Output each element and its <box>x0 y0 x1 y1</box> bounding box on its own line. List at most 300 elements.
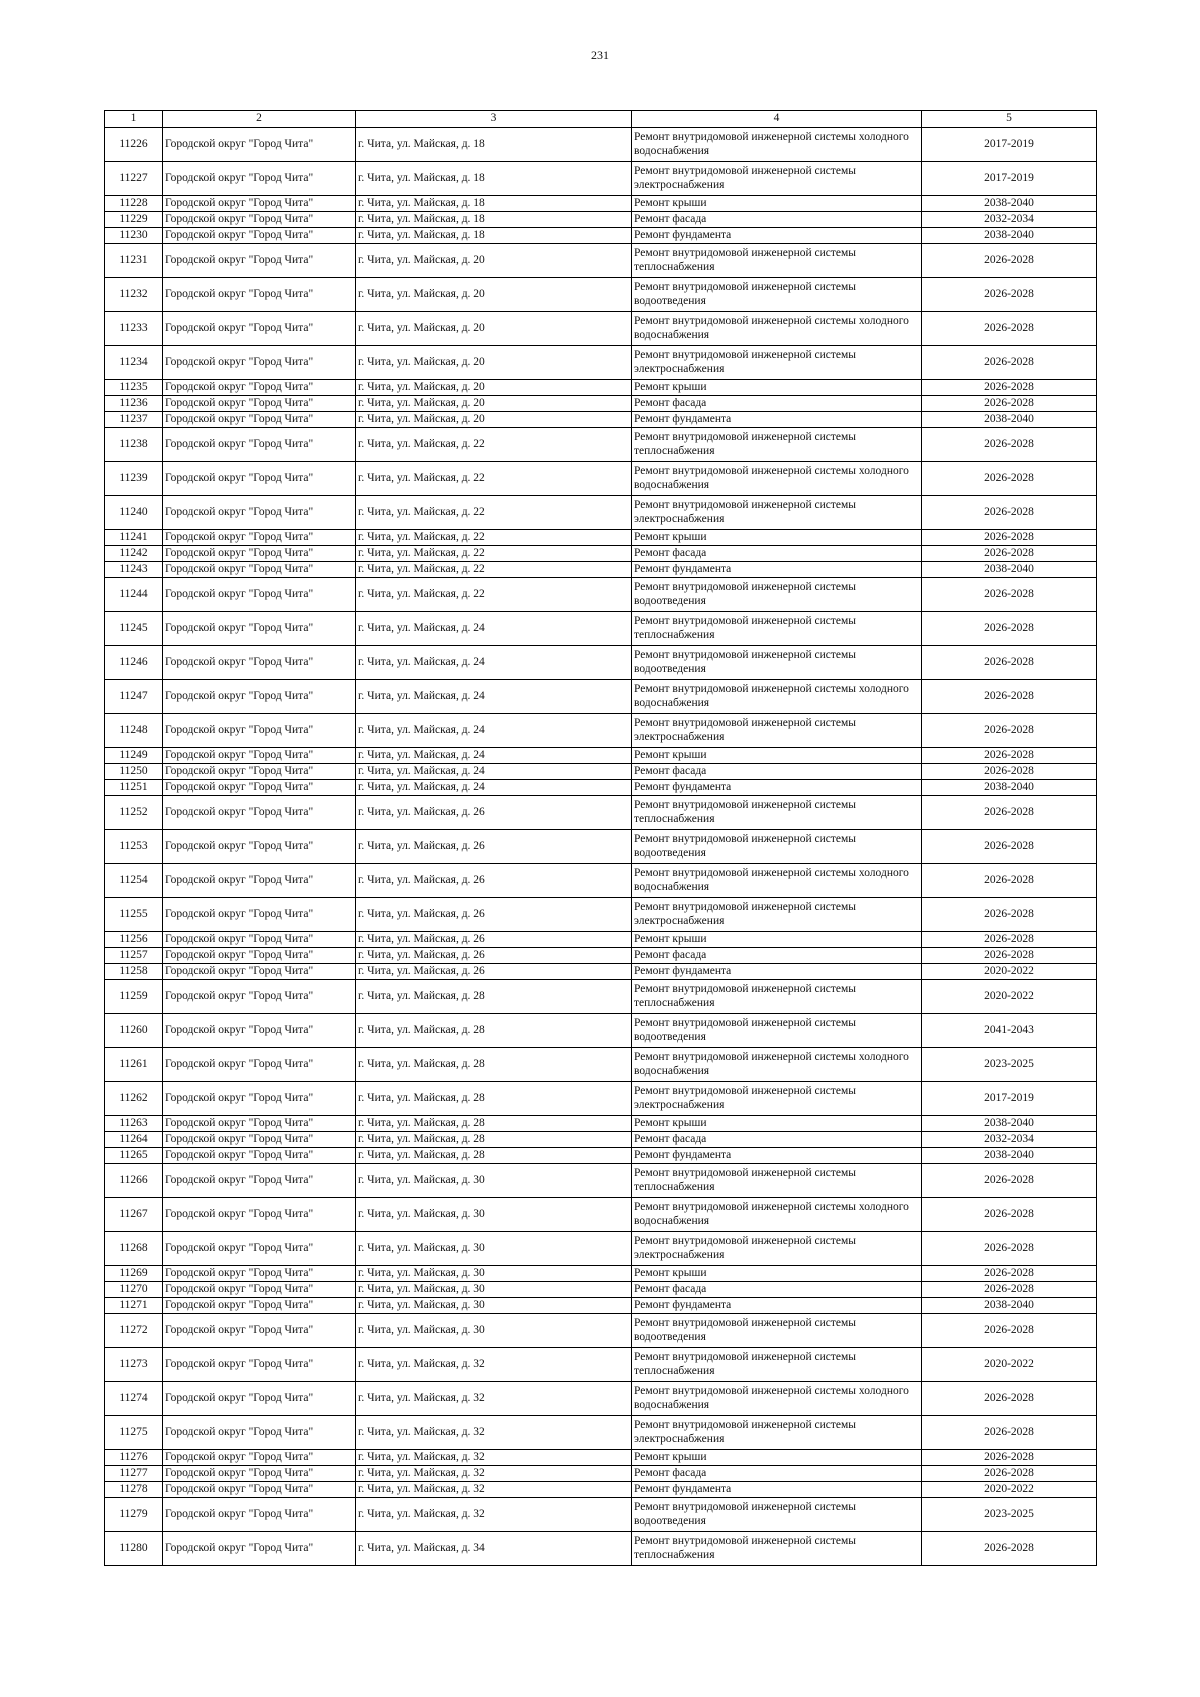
work-type-cell: Ремонт внутридомовой инженерной системы водоотведения <box>632 1314 922 1348</box>
row-number-cell: 11272 <box>105 1314 163 1348</box>
row-number-cell: 11228 <box>105 196 163 212</box>
municipality-cell: Городской округ "Город Чита" <box>163 980 356 1014</box>
municipality-cell: Городской округ "Город Чита" <box>163 1416 356 1450</box>
address-cell: г. Чита, ул. Майская, д. 30 <box>356 1282 632 1298</box>
row-number-cell: 11247 <box>105 680 163 714</box>
work-type-cell: Ремонт фундамента <box>632 562 922 578</box>
row-number-cell: 11231 <box>105 244 163 278</box>
work-type-cell: Ремонт крыши <box>632 380 922 396</box>
work-type-cell: Ремонт внутридомовой инженерной системы теплоснабжения <box>632 980 922 1014</box>
table-row <box>105 1532 1097 1566</box>
municipality-cell: Городской округ "Город Чита" <box>163 764 356 780</box>
address-cell: г. Чита, ул. Майская, д. 20 <box>356 278 632 312</box>
period-cell: 2026-2028 <box>922 1282 1097 1298</box>
address-cell: г. Чита, ул. Майская, д. 30 <box>356 1298 632 1314</box>
work-type-cell: Ремонт внутридомовой инженерной системы водоотведения <box>632 830 922 864</box>
address-cell: г. Чита, ул. Майская, д. 18 <box>356 162 632 196</box>
address-cell: г. Чита, ул. Майская, д. 18 <box>356 212 632 228</box>
work-type-cell: Ремонт внутридомовой инженерной системы электроснабжения <box>632 346 922 380</box>
municipality-cell: Городской округ "Город Чита" <box>163 228 356 244</box>
work-type-cell: Ремонт внутридомовой инженерной системы холодного водоснабжения <box>632 312 922 346</box>
municipality-cell: Городской округ "Город Чита" <box>163 748 356 764</box>
municipality-cell: Городской округ "Город Чита" <box>163 530 356 546</box>
row-number-cell: 11266 <box>105 1164 163 1198</box>
period-cell: 2026-2028 <box>922 898 1097 932</box>
period-cell: 2026-2028 <box>922 312 1097 346</box>
address-cell: г. Чита, ул. Майская, д. 30 <box>356 1232 632 1266</box>
row-number-cell: 11273 <box>105 1348 163 1382</box>
period-cell: 2026-2028 <box>922 1314 1097 1348</box>
table-row <box>105 1082 1097 1116</box>
period-cell: 2026-2028 <box>922 244 1097 278</box>
work-type-cell: Ремонт внутридомовой инженерной системы теплоснабжения <box>632 796 922 830</box>
address-cell: г. Чита, ул. Майская, д. 22 <box>356 546 632 562</box>
address-cell: г. Чита, ул. Майская, д. 32 <box>356 1498 632 1532</box>
period-cell: 2026-2028 <box>922 546 1097 562</box>
repair-schedule-table <box>104 110 1097 1566</box>
table-row <box>105 714 1097 748</box>
address-cell: г. Чита, ул. Майская, д. 24 <box>356 680 632 714</box>
address-cell: г. Чита, ул. Майская, д. 24 <box>356 748 632 764</box>
municipality-cell: Городской округ "Город Чита" <box>163 1314 356 1348</box>
work-type-cell: Ремонт внутридомовой инженерной системы водоотведения <box>632 578 922 612</box>
work-type-cell: Ремонт фундамента <box>632 1482 922 1498</box>
row-number-cell: 11241 <box>105 530 163 546</box>
table-row <box>105 346 1097 380</box>
period-cell: 2026-2028 <box>922 748 1097 764</box>
table-row <box>105 1348 1097 1382</box>
table-row <box>105 578 1097 612</box>
period-cell: 2026-2028 <box>922 680 1097 714</box>
row-number-cell: 11236 <box>105 396 163 412</box>
period-cell: 2020-2022 <box>922 980 1097 1014</box>
work-type-cell: Ремонт внутридомовой инженерной системы теплоснабжения <box>632 1532 922 1566</box>
municipality-cell: Городской округ "Город Чита" <box>163 1482 356 1498</box>
row-number-cell: 11226 <box>105 128 163 162</box>
table-row <box>105 898 1097 932</box>
row-number-cell: 11243 <box>105 562 163 578</box>
row-number-cell: 11258 <box>105 964 163 980</box>
work-type-cell: Ремонт фасада <box>632 546 922 562</box>
row-number-cell: 11230 <box>105 228 163 244</box>
period-cell: 2026-2028 <box>922 462 1097 496</box>
table-row <box>105 196 1097 212</box>
period-cell: 2023-2025 <box>922 1048 1097 1082</box>
table-row <box>105 228 1097 244</box>
row-number-cell: 11259 <box>105 980 163 1014</box>
header-row <box>105 111 1097 128</box>
row-number-cell: 11254 <box>105 864 163 898</box>
address-cell: г. Чита, ул. Майская, д. 26 <box>356 898 632 932</box>
table-row <box>105 278 1097 312</box>
address-cell: г. Чита, ул. Майская, д. 30 <box>356 1266 632 1282</box>
work-type-cell: Ремонт внутридомовой инженерной системы водоотведения <box>632 1498 922 1532</box>
work-type-cell: Ремонт крыши <box>632 530 922 546</box>
period-cell: 2026-2028 <box>922 1532 1097 1566</box>
table-row <box>105 1048 1097 1082</box>
row-number-cell: 11270 <box>105 1282 163 1298</box>
period-cell: 2026-2028 <box>922 1266 1097 1282</box>
table-row <box>105 830 1097 864</box>
municipality-cell: Городской округ "Город Чита" <box>163 932 356 948</box>
work-type-cell: Ремонт внутридомовой инженерной системы холодного водоснабжения <box>632 128 922 162</box>
period-cell: 2026-2028 <box>922 1382 1097 1416</box>
work-type-cell: Ремонт фундамента <box>632 964 922 980</box>
period-cell: 2026-2028 <box>922 380 1097 396</box>
table-row <box>105 562 1097 578</box>
table-header <box>105 111 1097 128</box>
work-type-cell: Ремонт фасада <box>632 396 922 412</box>
table-row <box>105 1314 1097 1348</box>
municipality-cell: Городской округ "Город Чита" <box>163 1048 356 1082</box>
row-number-cell: 11275 <box>105 1416 163 1450</box>
address-cell: г. Чита, ул. Майская, д. 22 <box>356 530 632 546</box>
address-cell: г. Чита, ул. Майская, д. 30 <box>356 1314 632 1348</box>
table-row <box>105 1198 1097 1232</box>
row-number-cell: 11267 <box>105 1198 163 1232</box>
table-row <box>105 646 1097 680</box>
municipality-cell: Городской округ "Город Чита" <box>163 612 356 646</box>
table-body <box>105 128 1097 1566</box>
address-cell: г. Чита, ул. Майская, д. 34 <box>356 1532 632 1566</box>
address-cell: г. Чита, ул. Майская, д. 28 <box>356 980 632 1014</box>
table-row <box>105 1416 1097 1450</box>
work-type-cell: Ремонт внутридомовой инженерной системы теплоснабжения <box>632 428 922 462</box>
period-cell: 2038-2040 <box>922 228 1097 244</box>
address-cell: г. Чита, ул. Майская, д. 28 <box>356 1116 632 1132</box>
address-cell: г. Чита, ул. Майская, д. 18 <box>356 196 632 212</box>
address-cell: г. Чита, ул. Майская, д. 18 <box>356 228 632 244</box>
row-number-cell: 11280 <box>105 1532 163 1566</box>
row-number-cell: 11276 <box>105 1450 163 1466</box>
municipality-cell: Городской округ "Город Чита" <box>163 1132 356 1148</box>
address-cell: г. Чита, ул. Майская, д. 20 <box>356 312 632 346</box>
row-number-cell: 11240 <box>105 496 163 530</box>
period-cell: 2026-2028 <box>922 646 1097 680</box>
work-type-cell: Ремонт крыши <box>632 196 922 212</box>
municipality-cell: Городской округ "Город Чита" <box>163 830 356 864</box>
municipality-cell: Городской округ "Город Чита" <box>163 1198 356 1232</box>
period-cell: 2026-2028 <box>922 346 1097 380</box>
table-row <box>105 428 1097 462</box>
table-row <box>105 764 1097 780</box>
address-cell: г. Чита, ул. Майская, д. 28 <box>356 1148 632 1164</box>
work-type-cell: Ремонт фундамента <box>632 1148 922 1164</box>
work-type-cell: Ремонт внутридомовой инженерной системы холодного водоснабжения <box>632 462 922 496</box>
period-cell: 2026-2028 <box>922 714 1097 748</box>
table-row <box>105 980 1097 1014</box>
municipality-cell: Городской округ "Город Чита" <box>163 1298 356 1314</box>
municipality-cell: Городской округ "Город Чита" <box>163 546 356 562</box>
address-cell: г. Чита, ул. Майская, д. 24 <box>356 612 632 646</box>
period-cell: 2026-2028 <box>922 1416 1097 1450</box>
work-type-cell: Ремонт крыши <box>632 932 922 948</box>
address-cell: г. Чита, ул. Майская, д. 26 <box>356 948 632 964</box>
address-cell: г. Чита, ул. Майская, д. 26 <box>356 864 632 898</box>
column-header-2: 2 <box>163 111 356 128</box>
municipality-cell: Городской округ "Город Чита" <box>163 162 356 196</box>
work-type-cell: Ремонт внутридомовой инженерной системы холодного водоснабжения <box>632 864 922 898</box>
municipality-cell: Городской округ "Город Чита" <box>163 948 356 964</box>
address-cell: г. Чита, ул. Майская, д. 26 <box>356 932 632 948</box>
row-number-cell: 11227 <box>105 162 163 196</box>
work-type-cell: Ремонт фасада <box>632 1466 922 1482</box>
address-cell: г. Чита, ул. Майская, д. 24 <box>356 646 632 680</box>
table-row <box>105 396 1097 412</box>
municipality-cell: Городской округ "Город Чита" <box>163 964 356 980</box>
municipality-cell: Городской округ "Город Чита" <box>163 1282 356 1298</box>
row-number-cell: 11279 <box>105 1498 163 1532</box>
municipality-cell: Городской округ "Город Чита" <box>163 244 356 278</box>
table-row <box>105 680 1097 714</box>
period-cell: 2026-2028 <box>922 764 1097 780</box>
address-cell: г. Чита, ул. Майская, д. 26 <box>356 830 632 864</box>
table-row <box>105 1298 1097 1314</box>
row-number-cell: 11235 <box>105 380 163 396</box>
row-number-cell: 11249 <box>105 748 163 764</box>
period-cell: 2026-2028 <box>922 830 1097 864</box>
municipality-cell: Городской округ "Город Чита" <box>163 128 356 162</box>
address-cell: г. Чита, ул. Майская, д. 22 <box>356 428 632 462</box>
row-number-cell: 11251 <box>105 780 163 796</box>
row-number-cell: 11264 <box>105 1132 163 1148</box>
work-type-cell: Ремонт внутридомовой инженерной системы холодного водоснабжения <box>632 1382 922 1416</box>
work-type-cell: Ремонт фундамента <box>632 228 922 244</box>
period-cell: 2026-2028 <box>922 1466 1097 1482</box>
municipality-cell: Городской округ "Город Чита" <box>163 312 356 346</box>
table-row <box>105 932 1097 948</box>
municipality-cell: Городской округ "Город Чита" <box>163 1148 356 1164</box>
address-cell: г. Чита, ул. Майская, д. 28 <box>356 1014 632 1048</box>
work-type-cell: Ремонт крыши <box>632 1266 922 1282</box>
address-cell: г. Чита, ул. Майская, д. 32 <box>356 1450 632 1466</box>
row-number-cell: 11242 <box>105 546 163 562</box>
municipality-cell: Городской округ "Город Чита" <box>163 212 356 228</box>
work-type-cell: Ремонт внутридомовой инженерной системы электроснабжения <box>632 898 922 932</box>
period-cell: 2026-2028 <box>922 1450 1097 1466</box>
period-cell: 2026-2028 <box>922 428 1097 462</box>
row-number-cell: 11250 <box>105 764 163 780</box>
table-row <box>105 1232 1097 1266</box>
row-number-cell: 11229 <box>105 212 163 228</box>
table-row <box>105 1266 1097 1282</box>
work-type-cell: Ремонт фасада <box>632 1132 922 1148</box>
address-cell: г. Чита, ул. Майская, д. 20 <box>356 396 632 412</box>
municipality-cell: Городской округ "Город Чита" <box>163 1466 356 1482</box>
row-number-cell: 11233 <box>105 312 163 346</box>
period-cell: 2026-2028 <box>922 1232 1097 1266</box>
address-cell: г. Чита, ул. Майская, д. 28 <box>356 1082 632 1116</box>
period-cell: 2038-2040 <box>922 196 1097 212</box>
table-row <box>105 948 1097 964</box>
address-cell: г. Чита, ул. Майская, д. 32 <box>356 1482 632 1498</box>
row-number-cell: 11253 <box>105 830 163 864</box>
table-row <box>105 1498 1097 1532</box>
table-row <box>105 612 1097 646</box>
table-row <box>105 748 1097 764</box>
column-header-4: 4 <box>632 111 922 128</box>
municipality-cell: Городской округ "Город Чита" <box>163 1532 356 1566</box>
row-number-cell: 11269 <box>105 1266 163 1282</box>
municipality-cell: Городской округ "Город Чита" <box>163 1450 356 1466</box>
table-row <box>105 1482 1097 1498</box>
municipality-cell: Городской округ "Город Чита" <box>163 278 356 312</box>
work-type-cell: Ремонт фасада <box>632 1282 922 1298</box>
row-number-cell: 11277 <box>105 1466 163 1482</box>
municipality-cell: Городской округ "Город Чита" <box>163 396 356 412</box>
municipality-cell: Городской округ "Город Чита" <box>163 1348 356 1382</box>
municipality-cell: Городской округ "Город Чита" <box>163 1014 356 1048</box>
table-row <box>105 1148 1097 1164</box>
work-type-cell: Ремонт фасада <box>632 764 922 780</box>
address-cell: г. Чита, ул. Майская, д. 28 <box>356 1048 632 1082</box>
table-row <box>105 1014 1097 1048</box>
row-number-cell: 11246 <box>105 646 163 680</box>
address-cell: г. Чита, ул. Майская, д. 26 <box>356 964 632 980</box>
table-row <box>105 1164 1097 1198</box>
municipality-cell: Городской округ "Город Чита" <box>163 380 356 396</box>
period-cell: 2038-2040 <box>922 562 1097 578</box>
municipality-cell: Городской округ "Город Чита" <box>163 646 356 680</box>
work-type-cell: Ремонт внутридомовой инженерной системы холодного водоснабжения <box>632 680 922 714</box>
period-cell: 2038-2040 <box>922 1148 1097 1164</box>
period-cell: 2038-2040 <box>922 1298 1097 1314</box>
row-number-cell: 11261 <box>105 1048 163 1082</box>
row-number-cell: 11255 <box>105 898 163 932</box>
table-row <box>105 312 1097 346</box>
row-number-cell: 11248 <box>105 714 163 748</box>
column-header-3: 3 <box>356 111 632 128</box>
period-cell: 2017-2019 <box>922 1082 1097 1116</box>
work-type-cell: Ремонт фасада <box>632 212 922 228</box>
table-row <box>105 530 1097 546</box>
row-number-cell: 11252 <box>105 796 163 830</box>
table-row <box>105 380 1097 396</box>
work-type-cell: Ремонт внутридомовой инженерной системы водоотведения <box>632 1014 922 1048</box>
table-row <box>105 1132 1097 1148</box>
row-number-cell: 11234 <box>105 346 163 380</box>
municipality-cell: Городской округ "Город Чита" <box>163 780 356 796</box>
row-number-cell: 11268 <box>105 1232 163 1266</box>
work-type-cell: Ремонт внутридомовой инженерной системы электроснабжения <box>632 714 922 748</box>
table-row <box>105 864 1097 898</box>
municipality-cell: Городской округ "Город Чита" <box>163 898 356 932</box>
period-cell: 2032-2034 <box>922 1132 1097 1148</box>
address-cell: г. Чита, ул. Майская, д. 22 <box>356 496 632 530</box>
address-cell: г. Чита, ул. Майская, д. 26 <box>356 796 632 830</box>
row-number-cell: 11232 <box>105 278 163 312</box>
period-cell: 2017-2019 <box>922 128 1097 162</box>
work-type-cell: Ремонт фундамента <box>632 780 922 796</box>
column-header-5: 5 <box>922 111 1097 128</box>
work-type-cell: Ремонт фундамента <box>632 1298 922 1314</box>
row-number-cell: 11262 <box>105 1082 163 1116</box>
table-row <box>105 244 1097 278</box>
work-type-cell: Ремонт внутридомовой инженерной системы электроснабжения <box>632 1416 922 1450</box>
period-cell: 2038-2040 <box>922 1116 1097 1132</box>
work-type-cell: Ремонт крыши <box>632 1116 922 1132</box>
period-cell: 2026-2028 <box>922 496 1097 530</box>
period-cell: 2026-2028 <box>922 278 1097 312</box>
address-cell: г. Чита, ул. Майская, д. 22 <box>356 562 632 578</box>
table-row <box>105 496 1097 530</box>
row-number-cell: 11260 <box>105 1014 163 1048</box>
table-row <box>105 1282 1097 1298</box>
row-number-cell: 11237 <box>105 412 163 428</box>
municipality-cell: Городской округ "Город Чита" <box>163 562 356 578</box>
page-number: 231 <box>591 48 609 62</box>
period-cell: 2026-2028 <box>922 1164 1097 1198</box>
municipality-cell: Городской округ "Город Чита" <box>163 1498 356 1532</box>
address-cell: г. Чита, ул. Майская, д. 20 <box>356 244 632 278</box>
work-type-cell: Ремонт внутридомовой инженерной системы электроснабжения <box>632 1232 922 1266</box>
row-number-cell: 11263 <box>105 1116 163 1132</box>
row-number-cell: 11278 <box>105 1482 163 1498</box>
row-number-cell: 11271 <box>105 1298 163 1314</box>
table-row <box>105 412 1097 428</box>
period-cell: 2041-2043 <box>922 1014 1097 1048</box>
period-cell: 2026-2028 <box>922 578 1097 612</box>
address-cell: г. Чита, ул. Майская, д. 30 <box>356 1198 632 1232</box>
municipality-cell: Городской округ "Город Чита" <box>163 412 356 428</box>
work-type-cell: Ремонт внутридомовой инженерной системы теплоснабжения <box>632 612 922 646</box>
table-row <box>105 964 1097 980</box>
work-type-cell: Ремонт внутридомовой инженерной системы электроснабжения <box>632 162 922 196</box>
work-type-cell: Ремонт внутридомовой инженерной системы теплоснабжения <box>632 1348 922 1382</box>
work-type-cell: Ремонт внутридомовой инженерной системы электроснабжения <box>632 496 922 530</box>
municipality-cell: Городской округ "Город Чита" <box>163 1116 356 1132</box>
table-row <box>105 1116 1097 1132</box>
row-number-cell: 11238 <box>105 428 163 462</box>
period-cell: 2026-2028 <box>922 1198 1097 1232</box>
work-type-cell: Ремонт внутридомовой инженерной системы водоотведения <box>632 646 922 680</box>
table-row <box>105 162 1097 196</box>
row-number-cell: 11245 <box>105 612 163 646</box>
municipality-cell: Городской округ "Город Чита" <box>163 714 356 748</box>
table-row <box>105 1450 1097 1466</box>
column-header-1: 1 <box>105 111 163 128</box>
address-cell: г. Чита, ул. Майская, д. 24 <box>356 780 632 796</box>
row-number-cell: 11256 <box>105 932 163 948</box>
period-cell: 2026-2028 <box>922 864 1097 898</box>
period-cell: 2020-2022 <box>922 964 1097 980</box>
row-number-cell: 11265 <box>105 1148 163 1164</box>
address-cell: г. Чита, ул. Майская, д. 32 <box>356 1466 632 1482</box>
address-cell: г. Чита, ул. Майская, д. 20 <box>356 412 632 428</box>
municipality-cell: Городской округ "Город Чита" <box>163 196 356 212</box>
period-cell: 2026-2028 <box>922 948 1097 964</box>
work-type-cell: Ремонт фасада <box>632 948 922 964</box>
municipality-cell: Городской округ "Город Чита" <box>163 1232 356 1266</box>
municipality-cell: Городской округ "Город Чита" <box>163 496 356 530</box>
address-cell: г. Чита, ул. Майская, д. 32 <box>356 1348 632 1382</box>
address-cell: г. Чита, ул. Майская, д. 24 <box>356 764 632 780</box>
municipality-cell: Городской округ "Город Чита" <box>163 1082 356 1116</box>
municipality-cell: Городской округ "Город Чита" <box>163 1382 356 1416</box>
municipality-cell: Городской округ "Город Чита" <box>163 428 356 462</box>
address-cell: г. Чита, ул. Майская, д. 22 <box>356 578 632 612</box>
table-row <box>105 1382 1097 1416</box>
municipality-cell: Городской округ "Город Чита" <box>163 1266 356 1282</box>
period-cell: 2026-2028 <box>922 612 1097 646</box>
work-type-cell: Ремонт внутридомовой инженерной системы теплоснабжения <box>632 244 922 278</box>
table-row <box>105 1466 1097 1482</box>
municipality-cell: Городской округ "Город Чита" <box>163 462 356 496</box>
row-number-cell: 11244 <box>105 578 163 612</box>
work-type-cell: Ремонт внутридомовой инженерной системы водоотведения <box>632 278 922 312</box>
municipality-cell: Городской округ "Город Чита" <box>163 1164 356 1198</box>
work-type-cell: Ремонт крыши <box>632 1450 922 1466</box>
